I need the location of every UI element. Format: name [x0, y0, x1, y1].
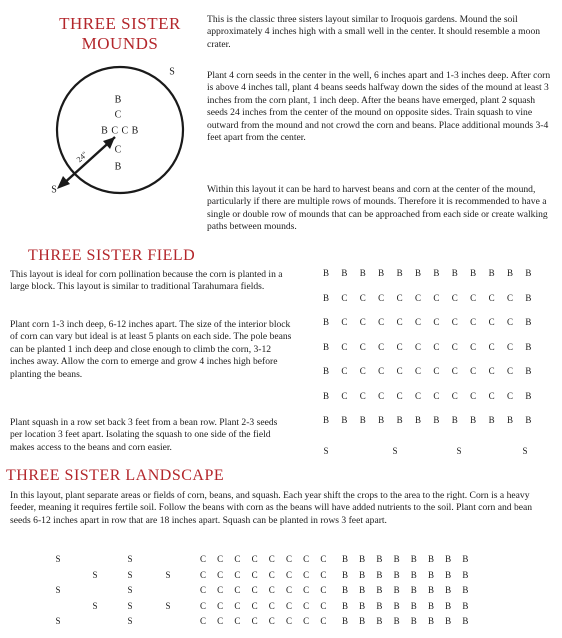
- field-bean-marker: B: [396, 415, 403, 425]
- diagram-squash-bottom: S: [51, 184, 57, 196]
- field-bean-marker: B: [341, 415, 348, 425]
- field-bean-marker: B: [451, 268, 458, 278]
- landscape-corn-marker: C: [217, 585, 224, 595]
- landscape-bean-marker: B: [393, 569, 400, 580]
- landscape-squash-marker: S: [127, 554, 133, 564]
- landscape-squash-marker: S: [127, 616, 133, 626]
- mounds-title: [50, 14, 190, 54]
- field-corn-marker: C: [341, 390, 348, 401]
- field-bean-marker: B: [359, 268, 366, 278]
- field-bean-marker: B: [359, 415, 366, 425]
- landscape-bean-marker: B: [462, 554, 469, 564]
- field-corn-marker: C: [378, 341, 385, 352]
- landscape-squash-marker: S: [55, 616, 61, 626]
- field-corn-marker: C: [470, 366, 477, 376]
- landscape-bean-marker: B: [410, 616, 417, 626]
- landscape-bean-marker: B: [376, 554, 383, 564]
- field-corn-marker: C: [414, 317, 422, 327]
- landscape-corn-marker: C: [285, 616, 293, 626]
- landscape-corn-marker: C: [199, 600, 207, 611]
- field-bean-marker: B: [488, 415, 495, 425]
- field-corn-marker: C: [488, 317, 495, 327]
- field-corn-marker: C: [488, 390, 495, 401]
- field-bean-marker: B: [525, 292, 532, 303]
- landscape-corn-marker: C: [199, 569, 207, 580]
- field-corn-marker: C: [470, 341, 477, 352]
- landscape-squash-marker: S: [55, 585, 61, 595]
- field-corn-marker: C: [433, 292, 440, 303]
- field-corn-marker: C: [359, 292, 366, 303]
- field-corn-marker: C: [341, 366, 348, 376]
- field-bean-marker: B: [322, 317, 330, 327]
- landscape-bean-marker: B: [427, 569, 435, 580]
- field-bean-marker: B: [525, 317, 532, 327]
- diagram-corn-bottom: C: [114, 144, 122, 156]
- field-corn-marker: C: [359, 390, 366, 401]
- landscape-bean-marker: B: [393, 554, 400, 564]
- landscape-bean-marker: B: [393, 616, 400, 626]
- field-corn-marker: C: [451, 317, 458, 327]
- field-bean-marker: B: [525, 268, 532, 278]
- landscape-title: THREE SISTER LANDSCAPE: [6, 467, 225, 484]
- landscape-bean-marker: B: [359, 600, 366, 611]
- field-bean-marker: B: [414, 415, 422, 425]
- field-squash-marker: S: [392, 446, 398, 456]
- field-bean-marker: B: [451, 415, 458, 425]
- landscape-bean-marker: B: [341, 585, 349, 595]
- field-grid-row: [312, 293, 542, 305]
- mounds-title-line2: MOUNDS: [81, 34, 159, 53]
- field-corn-marker: C: [470, 390, 477, 401]
- landscape-corn-marker: C: [303, 569, 310, 580]
- field-bean-marker: B: [525, 366, 532, 376]
- diagram-corn-top: C: [114, 109, 122, 121]
- landscape-corn-marker: C: [268, 616, 275, 626]
- landscape-row: [0, 616, 562, 628]
- landscape-paragraph: In this layout, plant separate areas or fields of corn, beans, and squash. Each year shift the crops to the area to the right. Corn is a heavy feeder, meaning it requires fertile soil. Follow the beans with corn as the beans will have added nutrients to the soil. Plant corn and bean seeds 6-12 inches apart in row that are 18 inches apart. Squash can be planted in rows 3 feet apart.: [10, 490, 533, 526]
- landscape-corn-marker: C: [199, 616, 207, 626]
- field-paragraph-3: Plant squash in a row set back 3 feet from a bean row. Plant 2-3 seeds per location 3 feet apart. Isolating the squash to one side of the field makes access to the beans and corn easier.: [10, 417, 278, 453]
- field-bean-marker: B: [433, 268, 440, 278]
- field-corn-marker: C: [359, 317, 366, 327]
- field-corn-marker: C: [470, 317, 477, 327]
- field-corn-marker: C: [378, 292, 385, 303]
- field-corn-marker: C: [488, 366, 495, 376]
- field-grid-row: [312, 317, 542, 329]
- landscape-bean-marker: B: [427, 616, 435, 626]
- field-grid-row: [312, 415, 542, 427]
- landscape-corn-marker: C: [234, 616, 241, 626]
- field-corn-marker: C: [433, 366, 440, 376]
- field-corn-marker: C: [396, 390, 403, 401]
- landscape-bean-marker: B: [393, 585, 400, 595]
- landscape-corn-marker: C: [320, 585, 327, 595]
- landscape-bean-marker: B: [462, 616, 469, 626]
- landscape-corn-marker: C: [285, 600, 293, 611]
- landscape-corn-marker: C: [268, 554, 275, 564]
- landscape-row: [0, 570, 562, 582]
- field-bean-marker: B: [378, 415, 385, 425]
- landscape-corn-marker: C: [251, 600, 258, 611]
- field-corn-marker: C: [488, 292, 495, 303]
- field-grid-row: [312, 342, 542, 354]
- field-corn-marker: C: [451, 366, 458, 376]
- landscape-corn-marker: C: [320, 554, 327, 564]
- field-squash-marker: S: [522, 446, 528, 456]
- landscape-corn-marker: C: [268, 600, 275, 611]
- field-bean-marker: B: [506, 268, 514, 278]
- field-bean-marker: B: [488, 268, 495, 278]
- landscape-bean-marker: B: [427, 600, 435, 611]
- landscape-bean-marker: B: [359, 585, 366, 595]
- landscape-bean-marker: B: [427, 585, 435, 595]
- field-corn-marker: C: [451, 292, 458, 303]
- landscape-squash-marker: S: [92, 569, 98, 580]
- field-corn-marker: C: [451, 390, 458, 401]
- diagram-bean-top: B: [114, 94, 122, 106]
- landscape-bean-marker: B: [376, 616, 383, 626]
- landscape-squash-marker: S: [55, 554, 61, 564]
- field-bean-marker: B: [341, 268, 348, 278]
- landscape-corn-marker: C: [320, 600, 327, 611]
- field-bean-marker: B: [378, 268, 385, 278]
- field-corn-marker: C: [396, 292, 403, 303]
- landscape-corn-marker: C: [285, 554, 293, 564]
- field-grid-row: [312, 366, 542, 378]
- landscape-corn-marker: C: [303, 600, 310, 611]
- diagram-bean-bottom: B: [114, 161, 122, 173]
- field-corn-marker: C: [433, 341, 440, 352]
- landscape-squash-marker: S: [165, 600, 171, 611]
- field-bean-marker: B: [433, 415, 440, 425]
- field-planting-grid: [312, 268, 542, 458]
- field-bean-marker: B: [506, 415, 514, 425]
- landscape-bean-marker: B: [359, 554, 366, 564]
- landscape-bean-marker: B: [376, 585, 383, 595]
- field-corn-marker: C: [414, 341, 422, 352]
- field-corn-marker: C: [396, 366, 403, 376]
- landscape-bean-marker: B: [462, 585, 469, 595]
- field-bean-marker: B: [396, 268, 403, 278]
- field-corn-marker: C: [414, 390, 422, 401]
- landscape-corn-marker: C: [234, 569, 241, 580]
- field-bean-marker: B: [525, 390, 532, 401]
- field-corn-marker: C: [396, 341, 403, 352]
- landscape-bean-marker: B: [445, 554, 452, 564]
- field-corn-marker: C: [341, 317, 348, 327]
- landscape-row: [0, 554, 562, 566]
- field-bean-marker: B: [525, 415, 532, 425]
- landscape-corn-marker: C: [217, 616, 224, 626]
- field-squash-row: [312, 446, 542, 458]
- landscape-corn-marker: C: [320, 616, 327, 626]
- field-corn-marker: C: [359, 366, 366, 376]
- landscape-corn-marker: C: [268, 585, 275, 595]
- field-paragraph-2: Plant corn 1-3 inch deep, 6-12 inches apart. The size of the interior block of corn can vary but ideal is at least 5 plants on each side. The pole beans can be planted 1 inch deep and close enough to climb the corn, 3-12 inches away. Allow the corn to emerge and grow 4 inches high before planting the beans.: [10, 319, 292, 380]
- landscape-row: [0, 601, 562, 613]
- field-corn-marker: C: [451, 341, 458, 352]
- landscape-bean-marker: B: [445, 600, 452, 611]
- landscape-planting-grid: [0, 554, 562, 634]
- field-bean-marker: B: [470, 415, 477, 425]
- landscape-bean-marker: B: [410, 554, 417, 564]
- landscape-bean-marker: B: [410, 569, 417, 580]
- landscape-bean-marker: B: [341, 554, 349, 564]
- landscape-bean-marker: B: [359, 616, 366, 626]
- field-corn-marker: C: [359, 341, 366, 352]
- diagram-middle-row: B C C B: [101, 125, 139, 137]
- landscape-corn-marker: C: [199, 554, 207, 564]
- landscape-corn-marker: C: [303, 554, 310, 564]
- field-grid-row: [312, 391, 542, 403]
- field-bean-marker: B: [525, 341, 532, 352]
- landscape-bean-marker: B: [341, 616, 349, 626]
- field-corn-marker: C: [378, 390, 385, 401]
- mounds-paragraph-2: Plant 4 corn seeds in the center in the well, 6 inches apart and 1-3 inches deep. After corn is above 4 inches tall, plant 4 beans seeds halfway down the sides of the mound at least 3 inches from the corn plant, 1 inch deep. After the beans have emerged, plant 2 squash seeds 24 inches from the center of the mound on opposite sides. Train squash to vine outward from the mound and not crowd the corn and beans. Place additional mounds 3-4 feet apart from the center.: [207, 70, 551, 144]
- landscape-corn-marker: C: [234, 585, 241, 595]
- landscape-bean-marker: B: [376, 600, 383, 611]
- landscape-squash-marker: S: [127, 569, 133, 580]
- landscape-corn-marker: C: [217, 554, 224, 564]
- landscape-bean-marker: B: [462, 569, 469, 580]
- landscape-corn-marker: C: [251, 554, 258, 564]
- landscape-bean-marker: B: [445, 585, 452, 595]
- landscape-corn-marker: C: [285, 569, 293, 580]
- landscape-corn-marker: C: [234, 554, 241, 564]
- field-paragraph-1: This layout is ideal for corn pollination because the corn is planted in a large block. This layout is similar to traditional Tarahumara fields.: [10, 269, 283, 293]
- landscape-corn-marker: C: [268, 569, 275, 580]
- field-bean-marker: B: [322, 292, 330, 303]
- diagram-squash-top: S: [169, 66, 175, 78]
- landscape-squash-marker: S: [92, 600, 98, 611]
- field-corn-marker: C: [396, 317, 403, 327]
- landscape-corn-marker: C: [303, 616, 310, 626]
- landscape-bean-marker: B: [445, 569, 452, 580]
- landscape-squash-marker: S: [127, 585, 133, 595]
- diagram-measure-label: 24": [74, 149, 90, 165]
- landscape-bean-marker: B: [445, 616, 452, 626]
- field-corn-marker: C: [506, 317, 514, 327]
- field-bean-marker: B: [414, 268, 422, 278]
- landscape-corn-marker: C: [217, 600, 224, 611]
- field-corn-marker: C: [378, 317, 385, 327]
- field-corn-marker: C: [414, 366, 422, 376]
- mounds-title-line1: THREE SISTER: [59, 14, 181, 33]
- field-corn-marker: C: [488, 341, 495, 352]
- landscape-corn-marker: C: [285, 585, 293, 595]
- mounds-paragraph-3: Within this layout it can be hard to harvest beans and corn at the center of the mound, particularly if there are multiple rows of mounds. Therefore it is recommended to have a single or double row of mounds that can be approached from each side or create walking paths between mounds.: [207, 184, 548, 233]
- landscape-corn-marker: C: [303, 585, 310, 595]
- field-bean-marker: B: [322, 390, 330, 401]
- landscape-corn-marker: C: [199, 585, 207, 595]
- landscape-squash-marker: S: [165, 569, 171, 580]
- landscape-squash-marker: S: [127, 600, 133, 611]
- landscape-bean-marker: B: [393, 600, 400, 611]
- landscape-bean-marker: B: [359, 569, 366, 580]
- landscape-corn-marker: C: [234, 600, 241, 611]
- field-corn-marker: C: [341, 341, 348, 352]
- field-squash-marker: S: [323, 446, 329, 456]
- landscape-corn-marker: C: [251, 616, 258, 626]
- field-corn-marker: C: [506, 390, 514, 401]
- field-corn-marker: C: [433, 317, 440, 327]
- field-corn-marker: C: [433, 390, 440, 401]
- mounds-paragraph-1: This is the classic three sisters layout similar to Iroquois gardens. Mound the soil approximately 4 inches high with a small well in the center. It should resemble a moon crater.: [207, 14, 541, 50]
- field-corn-marker: C: [506, 366, 514, 376]
- landscape-row: [0, 585, 562, 597]
- landscape-bean-marker: B: [341, 569, 349, 580]
- field-squash-marker: S: [456, 446, 462, 456]
- landscape-corn-marker: C: [320, 569, 327, 580]
- field-bean-marker: B: [322, 415, 330, 425]
- field-bean-marker: B: [470, 268, 477, 278]
- field-bean-marker: B: [322, 268, 330, 278]
- field-corn-marker: C: [470, 292, 477, 303]
- landscape-bean-marker: B: [410, 600, 417, 611]
- landscape-corn-marker: C: [217, 569, 224, 580]
- landscape-bean-marker: B: [462, 600, 469, 611]
- field-corn-marker: C: [378, 366, 385, 376]
- field-corn-marker: C: [506, 292, 514, 303]
- landscape-bean-marker: B: [341, 600, 349, 611]
- field-bean-marker: B: [322, 366, 330, 376]
- field-corn-marker: C: [341, 292, 348, 303]
- field-bean-marker: B: [322, 341, 330, 352]
- field-grid-row: [312, 268, 542, 280]
- field-title: THREE SISTER FIELD: [28, 247, 196, 264]
- landscape-corn-marker: C: [251, 569, 258, 580]
- landscape-corn-marker: C: [251, 585, 258, 595]
- landscape-bean-marker: B: [427, 554, 435, 564]
- landscape-bean-marker: B: [410, 585, 417, 595]
- field-corn-marker: C: [414, 292, 422, 303]
- field-corn-marker: C: [506, 341, 514, 352]
- landscape-bean-marker: B: [376, 569, 383, 580]
